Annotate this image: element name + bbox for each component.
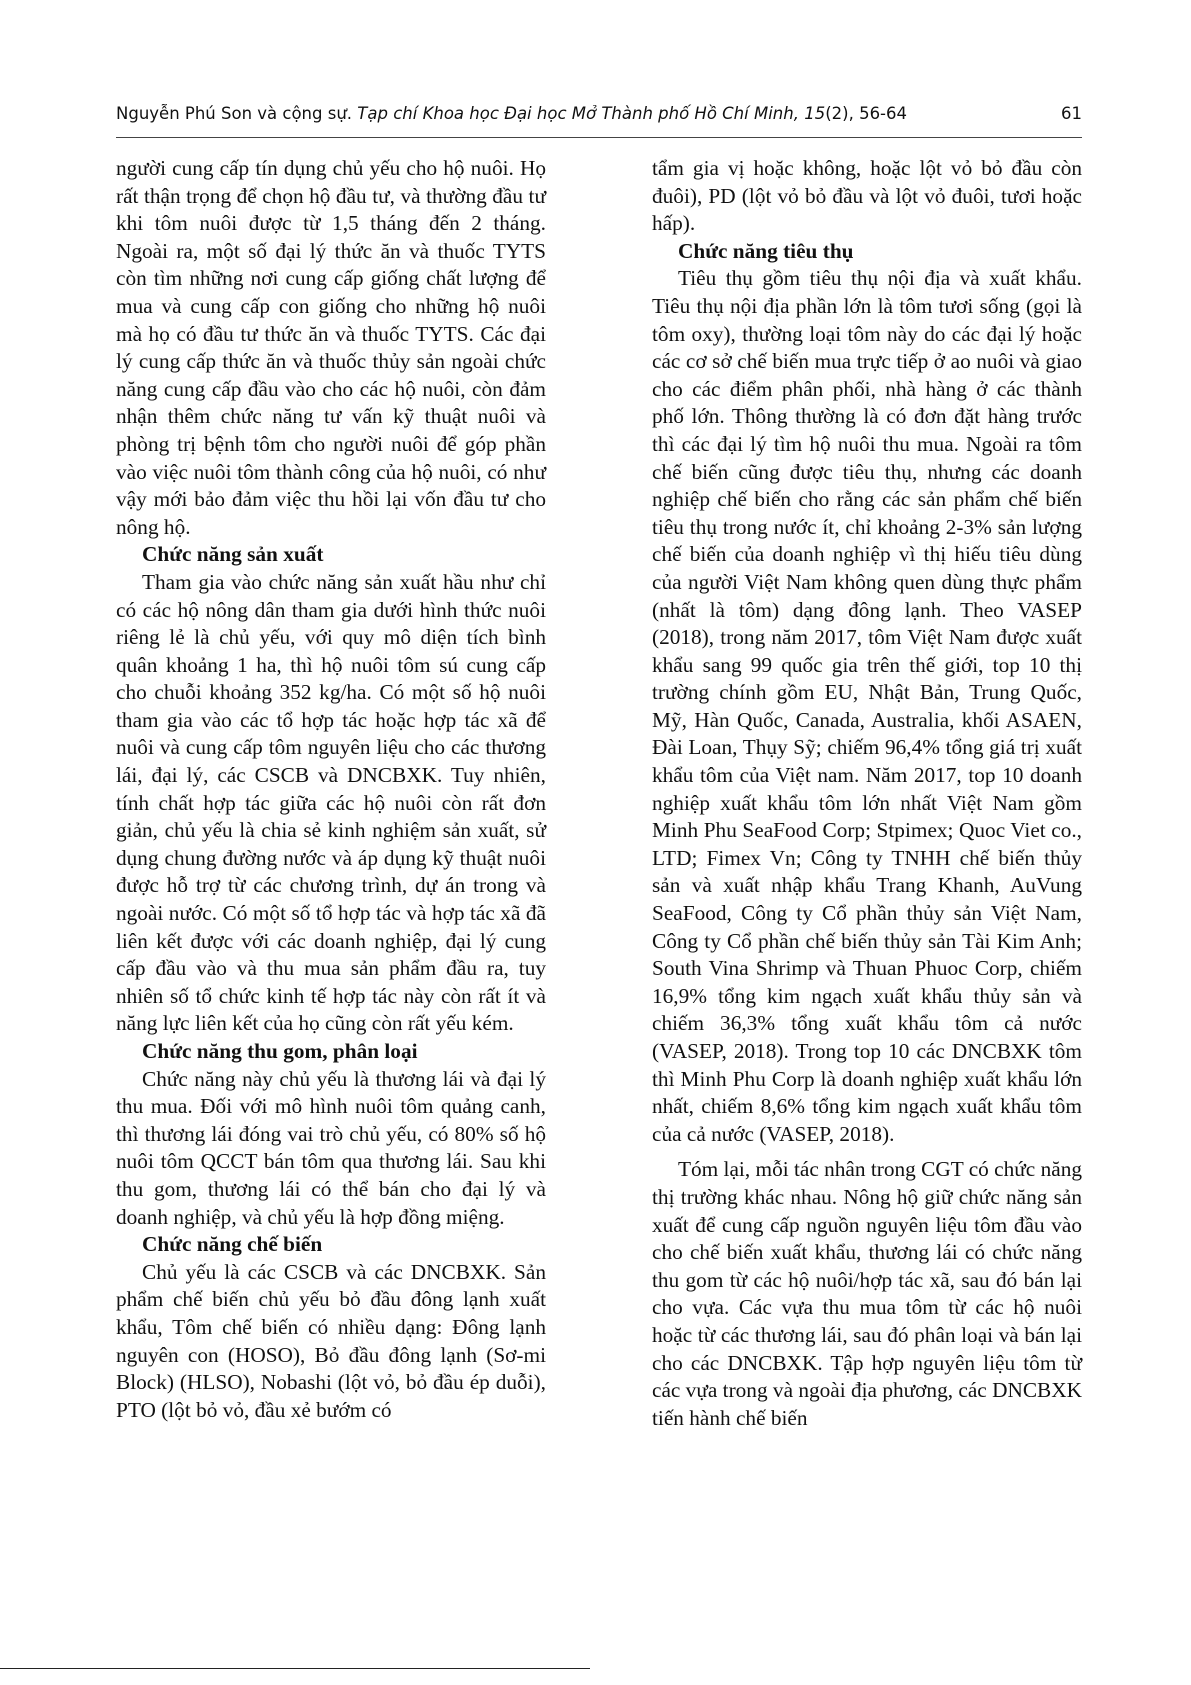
section-heading: Chức năng tiêu thụ xyxy=(678,238,854,263)
paragraph: Chức năng này chủ yếu là thương lái và đại lý thu mua. Đối với mô hình nuôi tôm quảng canh, thì thương lái đóng vai trò chủ yếu, có 80% số hộ nuôi tôm QCCT bán tôm qua thương lái. Sau khi thu gom, thương lái có thể bán cho đại lý và doanh nghiệp, và chủ yếu là hợp đồng miệng. xyxy=(116,1066,546,1229)
running-header xyxy=(116,104,1082,123)
header-authors: Nguyễn Phú Son và cộng sự. xyxy=(116,104,353,123)
page-number: 61 xyxy=(1061,104,1082,123)
header-journal: Tạp chí Khoa học Đại học Mở Thành phố Hồ Chí Minh, xyxy=(357,104,799,123)
paragraph: người cung cấp tín dụng chủ yếu cho hộ nuôi. Họ rất thận trọng để chọn hộ đầu tư, và thường đầu tư khi tôm nuôi được từ 1,5 tháng đến 2 tháng. Ngoài ra, một số đại lý thức ăn và thuốc TYTS còn tìm những nơi cung cấp giống chất lượng để mua và cung cấp con giống cho những hộ nuôi mà họ có đầu tư thức ăn và thuốc TYTS. Các đại lý cung cấp thức ăn và thuốc thủy sản ngoài chức năng cung cấp đầu vào cho các hộ nuôi, còn đảm nhận thêm chức năng tư vấn kỹ thuật nuôi và phòng trị bệnh tôm cho người nuôi để góp phần vào việc nuôi tôm thành công của hộ nuôi, có như vậy mới bảo đảm việc thu hồi lại vốn đầu tư cho nông hộ. xyxy=(116,156,546,539)
header-rule xyxy=(116,137,1082,138)
header-issue-pages: (2), 56-64 xyxy=(825,104,908,123)
section-heading: Chức năng sản xuất xyxy=(142,542,324,567)
section-heading: Chức năng thu gom, phân loại xyxy=(142,1039,418,1063)
right-column xyxy=(652,155,1082,1432)
paragraph: tẩm gia vị hoặc không, hoặc lột vỏ bỏ đầu còn đuôi), PD (lột vỏ bỏ đầu và lột vỏ đuôi, tươi hoặc hấp). xyxy=(652,156,1082,236)
paragraph: Tiêu thụ gồm tiêu thụ nội địa và xuất khẩu. Tiêu thụ nội địa phần lớn là tôm tươi sống (gọi là tôm oxy), thường loại tôm này do các đại lý hoặc các cơ sở chế biến mua trực tiếp ở ao nuôi và giao cho các điểm phân phối, nhà hàng ở các thành phố lớn. Thông thường là có đơn đặt hàng trước thì các đại lý tìm hộ nuôi thu mua. Ngoài ra tôm chế biến cũng được tiêu thụ, nhưng các doanh nghiệp chế biến cho rằng các sản phẩm chế biến tiêu thụ trong nước ít, chỉ khoảng 2-3% sản lượng chế biến của doanh nghiệp vì thị hiếu tiêu dùng của người Việt Nam không quen dùng thực phẩm (nhất là tôm) dạng đông lạnh. Theo VASEP (2018), trong năm 2017, tôm Việt Nam được xuất khẩu sang 99 quốc gia trên thế giới, top 10 thị trường chính gồm EU, Nhật Bản, Trung Quốc, Mỹ, Hàn Quốc, Canada, Australia, khối ASAEN, Đài Loan, Thụy Sỹ; chiếm 96,4% tổng giá trị xuất khẩu tôm của Việt nam. Năm 2017, top 10 doanh nghiệp xuất khẩu tôm lớn nhất Việt Nam gồm Minh Phu SeaFood Corp; Stpimex; Quoc Viet co., LTD; Fimex Vn; Công ty TNHH chế biến thủy sản và xuất nhập khẩu Trang Khanh, AuVung SeaFood, Công ty Cổ phần thủy sản Việt Nam, Công ty Cổ phần chế biến thủy sản Tài Kim Anh; South Vina Shrimp và Thuan Phuoc Corp, chiếm 16,9% tổng kim ngạch xuất khẩu thủy sản và chiếm 36,3% tổng xuất khẩu tôm cả nước (VASEP, 2018). Trong top 10 các DNCBXK tôm thì Minh Phu Corp là doanh nghiệp xuất khẩu lớn nhất, chiếm 8,6% tổng kim ngạch xuất khẩu tôm của cả nước (VASEP, 2018). xyxy=(652,266,1082,1146)
paragraph: Tham gia vào chức năng sản xuất hầu như chỉ có các hộ nông dân tham gia dưới hình thức nuôi riêng lẻ là chủ yếu, với quy mô diện tích bình quân khoảng 1 ha, thì hộ nuôi tôm sú cung cấp cho chuỗi khoảng 352 kg/ha. Có một số hộ nuôi tham gia vào các tổ hợp tác hoặc hợp tác xã để nuôi và cung cấp tôm nguyên liệu cho các thương lái, đại lý, các CSCB và DNCBXK. Tuy nhiên, tính chất hợp tác giữa các hộ nuôi còn rất đơn giản, chủ yếu là chia sẻ kinh nghiệm sản xuất, sử dụng chung đường nước và áp dụng kỹ thuật nuôi được hỗ trợ từ các chương trình, dự án trong và ngoài nước. Có một số tổ hợp tác và hợp tác xã đã liên kết được với các doanh nghiệp, đại lý cung cấp đầu vào và thu mua sản phẩm đầu ra, tuy nhiên số tổ chức kinh tế hợp tác này còn rất ít và năng lực liên kết của họ cũng còn rất yếu kém. xyxy=(116,569,546,1036)
paragraph: Chủ yếu là các CSCB và các DNCBXK. Sản phẩm chế biến chủ yếu bỏ đầu đông lạnh xuất khẩu, Tôm chế biến có nhiều dạng: Đông lạnh nguyên con (HOSO), Bỏ đầu đông lạnh (Sơ-mi Block) (HLSO), Nobashi (lột vỏ, bỏ đầu ép duỗi), PTO (lột bỏ vỏ, đầu xẻ bướm có xyxy=(116,1259,546,1422)
paragraph: Tóm lại, mỗi tác nhân trong CGT có chức năng thị trường khác nhau. Nông hộ giữ chức năng sản xuất để cung cấp nguồn nguyên liệu tôm đầu vào cho chế biến xuất khẩu, thương lái có chức năng thu gom từ các hộ nuôi/hợp tác xã, sau đó bán lại cho vựa. Các vựa thu mua tôm từ các hộ nuôi hoặc từ các thương lái, sau đó phân loại và bán lại cho các DNCBXK. Tập hợp nguyên liệu tôm từ các vựa trong và ngoài địa phương, các DNCBXK tiến hành chế biến xyxy=(652,1157,1082,1430)
header-volume: 15 xyxy=(804,104,826,123)
section-heading: Chức năng chế biến xyxy=(142,1232,323,1257)
left-column xyxy=(116,155,546,1424)
footer-rule xyxy=(0,1668,590,1669)
